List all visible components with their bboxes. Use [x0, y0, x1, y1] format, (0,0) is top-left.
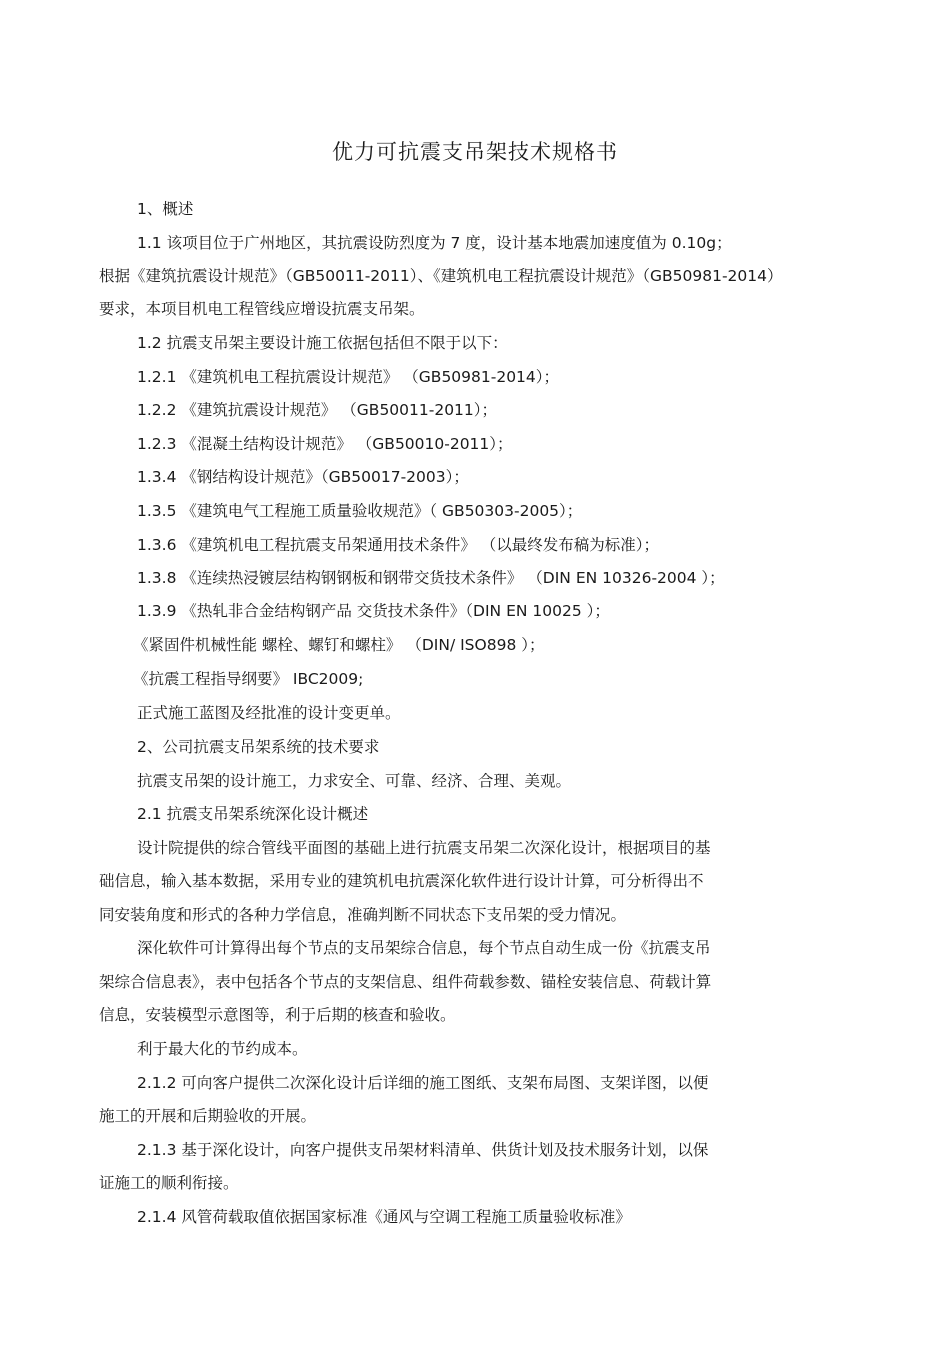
- paragraph-line: 2.1.2 可向客户提供二次深化设计后详细的施工图纸、支架布局图、支架详图，以便: [137, 1074, 709, 1092]
- paragraph-line: 抗震支吊架的设计施工，力求安全、可靠、经济、合理、美观。: [137, 772, 572, 790]
- reference-item: 《抗震工程指导纲要》 IBC2009;: [133, 670, 364, 688]
- subsection-heading: 2.1 抗震支吊架系统深化设计概述: [137, 805, 369, 823]
- paragraph-line: 深化软件可计算得出每个节点的支吊架综合信息，每个节点自动生成一份《抗震支吊: [137, 939, 711, 957]
- paragraph-line: 2.1.3 基于深化设计，向客户提供支吊架材料清单、供货计划及技术服务计划，以保: [137, 1141, 709, 1159]
- paragraph-line: 架综合信息表》，表中包括各个节点的支架信息、组件荷载参数、锚栓安装信息、荷载计算: [99, 973, 712, 991]
- reference-item: 1.2.1 《建筑机电工程抗震设计规范》 （GB50981-2014）；: [137, 368, 560, 386]
- reference-item: 1.2.3 《混凝土结构设计规范》 （GB50010-2011）；: [137, 435, 513, 453]
- paragraph-line: 根据《建筑抗震设计规范》（GB50011-2011）、《建筑机电工程抗震设计规范》（GB50981-2014）: [99, 267, 783, 285]
- reference-item: 1.3.5 《建筑电气工程施工质量验收规范》（ GB50303-2005）；: [137, 502, 583, 520]
- section-heading: 1、概述: [137, 200, 194, 218]
- paragraph-line: 证施工的顺利衔接。: [99, 1174, 239, 1192]
- reference-item: 正式施工蓝图及经批准的设计变更单。: [137, 704, 401, 722]
- reference-item: 1.3.6 《建筑机电工程抗震支吊架通用技术条件》 （以最终发布稿为标准）；: [137, 536, 660, 554]
- reference-item: 《紧固件机械性能 螺栓、螺钉和螺柱》 （DIN/ ISO898 ）；: [133, 636, 545, 654]
- paragraph-line: 1.1 该项目位于广州地区，其抗震设防烈度为 7 度，设计基本地震加速度值为 0.10g；: [137, 234, 732, 252]
- document-title: 优力可抗震支吊架技术规格书: [332, 140, 618, 164]
- paragraph-line: 信息，安装模型示意图等，利于后期的核查和验收。: [99, 1006, 456, 1024]
- reference-item: 1.3.9 《热轧非合金结构钢产品 交货技术条件》（DIN EN 10025 ）；: [137, 602, 610, 620]
- paragraph-line: 2.1.4 风管荷载取值依据国家标准《通风与空调工程施工质量验收标准》: [137, 1208, 631, 1226]
- paragraph-line: 同安装角度和形式的各种力学信息，准确判断不同状态下支吊架的受力情况。: [99, 906, 627, 924]
- paragraph-line: 1.2 抗震支吊架主要设计施工依据包括但不限于以下：: [137, 334, 508, 352]
- paragraph-line: 要求，本项目机电工程管线应增设抗震支吊架。: [99, 300, 425, 318]
- paragraph-line: 设计院提供的综合管线平面图的基础上进行抗震支吊架二次深化设计，根据项目的基: [137, 839, 711, 857]
- paragraph-line: 础信息，输入基本数据，采用专业的建筑机电抗震深化软件进行设计计算，可分析得出不: [99, 872, 704, 890]
- section-heading: 2、公司抗震支吊架系统的技术要求: [137, 738, 380, 756]
- reference-item: 1.3.8 《连续热浸镀层结构钢钢板和钢带交货技术条件》 （DIN EN 10326-2004 ）；: [137, 569, 725, 587]
- paragraph-line: 利于最大化的节约成本。: [137, 1040, 308, 1058]
- reference-item: 1.2.2 《建筑抗震设计规范》 （GB50011-2011）；: [137, 401, 498, 419]
- reference-item: 1.3.4 《钢结构设计规范》（GB50017-2003）；: [137, 468, 469, 486]
- paragraph-line: 施工的开展和后期验收的开展。: [99, 1107, 317, 1125]
